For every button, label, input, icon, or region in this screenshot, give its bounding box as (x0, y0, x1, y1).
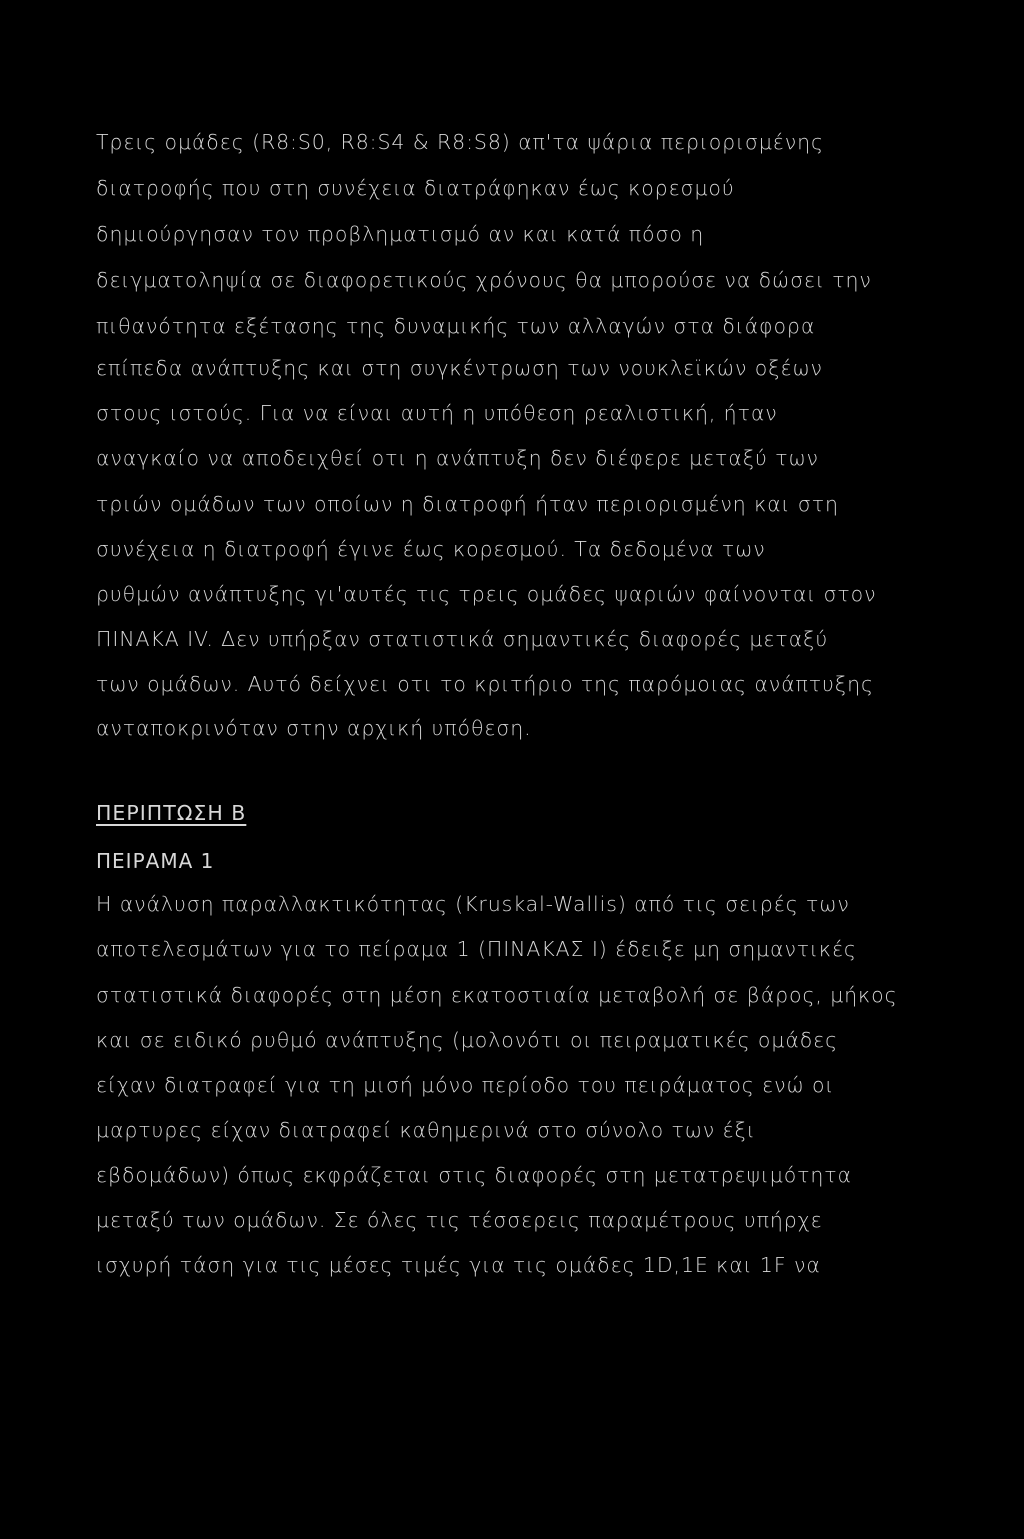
section-heading: ΠΕΡΙΠΤΩΣΗ Β (96, 801, 247, 825)
text-line: δημιούργησαν τον προβληματισμό αν και κατά πόσο η (96, 222, 705, 246)
text-line: Τρεις ομάδες (R8:S0, R8:S4 & R8:S8) απ'τα ψάρια περιορισμένης (96, 130, 824, 154)
text-line: ανταποκρινόταν στην αρχική υπόθεση. (96, 716, 532, 740)
text-line: Η ανάλυση παραλλακτικότητας (Kruskal-Wallis) από τις σειρές των (96, 892, 850, 916)
text-line: συνέχεια η διατροφή έγινε έως κορεσμού. Τα δεδομένα των (96, 537, 766, 561)
text-line: των ομάδων. Αυτό δείχνει οτι το κριτήριο της παρόμοιας ανάπτυξης (96, 672, 874, 696)
text-line: μαρτυρες είχαν διατραφεί καθημερινά στο σύνολο των έξι (96, 1118, 756, 1142)
text-line: πιθανότητα εξέτασης της δυναμικής των αλλαγών στα διάφορα (96, 314, 816, 338)
text-line: δειγματοληψία σε διαφορετικούς χρόνους θα μπορούσε να δώσει την (96, 268, 872, 292)
text-line: ρυθμών ανάπτυξης γι'αυτές τις τρεις ομάδες ψαριών φαίνονται στον (96, 582, 877, 606)
text-line: αναγκαίο να αποδειχθεί οτι η ανάπτυξη δεν διέφερε μεταξύ των (96, 446, 819, 470)
text-line: ισχυρή τάση για τις μέσες τιμές για τις ομάδες 1D,1E και 1F να (96, 1253, 821, 1277)
text-line: διατροφής που στη συνέχεια διατράφηκαν έως κορεσμού (96, 176, 735, 200)
text-line: ΠΙΝΑΚΑ IV. Δεν υπήρξαν στατιστικά σημαντικές διαφορές μεταξύ (96, 627, 829, 651)
text-line: επίπεδα ανάπτυξης και στη συγκέντρωση των νουκλεϊκών οξέων (96, 356, 823, 380)
text-line: και σε ειδικό ρυθμό ανάπτυξης (μολονότι οι πειραματικές ομάδες (96, 1028, 839, 1052)
text-line: είχαν διατραφεί για τη μισή μόνο περίοδο του πειράματος ενώ οι (96, 1073, 835, 1097)
subheading: ΠΕΙΡΑΜΑ 1 (96, 849, 215, 873)
text-line: στατιστικά διαφορές στη μέση εκατοστιαία μεταβολή σε βάρος, μήκος (96, 983, 898, 1007)
text-line: εβδομάδων) όπως εκφράζεται στις διαφορές στη μετατρεψιμότητα (96, 1163, 852, 1187)
text-line: τριών ομάδων των οποίων η διατροφή ήταν περιορισμένη και στη (96, 492, 839, 516)
text-line: αποτελεσμάτων για το πείραμα 1 (ΠΙΝΑΚΑΣ I) έδειξε μη σημαντικές (96, 937, 857, 961)
text-line: στους ιστούς. Για να είναι αυτή η υπόθεση ρεαλιστική, ήταν (96, 401, 778, 425)
text-line: μεταξύ των ομάδων. Σε όλες τις τέσσερεις παραμέτρους υπήρχε (96, 1208, 823, 1232)
